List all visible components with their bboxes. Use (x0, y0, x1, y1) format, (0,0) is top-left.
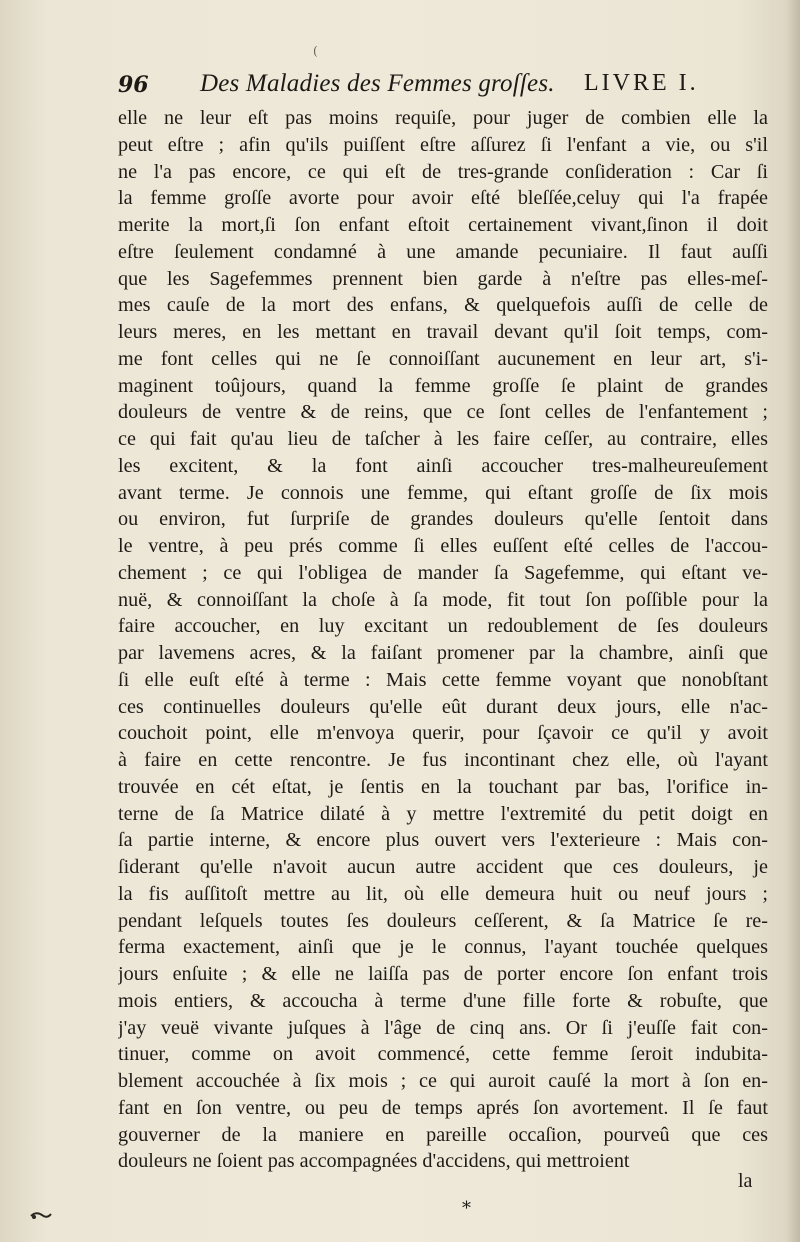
text-line: j'ay veuë vivante juſques à l'âge de cinq ans. Or ſi j'euſſe fait con- (118, 1016, 768, 1039)
text-line: eſtre ſeulement condamné à une amande pecuniaire. Il faut auſſi (118, 240, 768, 263)
text-line: ſa partie interne, & encore plus ouvert vers l'exterieure : Mais con- (118, 829, 768, 852)
page-header (118, 70, 768, 104)
page-number: 96 (118, 72, 149, 98)
text-line: me font celles qui ne ſe connoiſſant aucunement en leur art, s'i- (118, 347, 768, 370)
text-line: faire accoucher, en luy excitant un redoublement de ſes douleurs (118, 615, 768, 638)
body-text (118, 105, 768, 1175)
text-line: fant en ſon ventre, ou peu de temps aprés ſon avortement. Il ſe faut (118, 1096, 768, 1119)
text-line: douleurs de ventre & de reins, que ce ſont celles de l'enfantement ; (118, 401, 768, 424)
text-line: le ventre, à peu prés comme ſi elles euſſent eſté celles de l'accou- (118, 535, 768, 557)
text-line: ce qui fait qu'au lieu de taſcher à les faire ceſſer, au contraire, elles (118, 428, 768, 450)
text-line: avant terme. Je connois une femme, qui eſtant groſſe de ſix mois (118, 481, 768, 504)
text-line: ces continuelles douleurs qu'elle eût durant deux jours, elle n'ac- (118, 695, 768, 718)
text-line: que les Sagefemmes prennent bien garde à n'eſtre pas elles-meſ- (118, 267, 768, 290)
text-line: ne l'a pas encore, ce qui eſt de tres-grande conſideration : Car ſi (118, 160, 768, 183)
text-line: douleurs ne ſoient pas accompagnées d'accidens, qui mettroient (118, 1150, 630, 1173)
text-line: merite la mort,ſi ſon enfant eſtoit certainement vivant,ſinon il doit (118, 214, 768, 236)
text-line: maginent toûjours, quand la femme groſſe ſe plaint de grandes (118, 374, 768, 397)
text-line: gouverner de la maniere en pareille occaſion, pourveû que ces (118, 1123, 768, 1146)
text-line: nuë, & connoiſſant la choſe à ſa mode, fit tout ſon poſſible pour la (118, 588, 768, 611)
text-line: tinuer, comme on avoit commencé, cette femme ſeroit indubita- (118, 1043, 768, 1066)
catchword: la (738, 1170, 753, 1192)
book-label: LIVRE I. (584, 70, 699, 96)
text-line: jours enſuite ; & elle ne laiſſa pas de porter encore ſon enfant trois (118, 963, 768, 985)
text-line: ſiderant qu'elle n'avoit aucun autre accident que ces douleurs, je (118, 856, 768, 878)
ornament-mark (30, 1210, 52, 1222)
text-line: blement accouchée à ſix mois ; ce qui auroit cauſé la mort à ſon en- (118, 1070, 768, 1092)
page-edge-shadow (786, 0, 800, 1242)
text-line: trouvée en cét eſtat, je ſentis en la touchant par bas, l'orifice in- (118, 775, 768, 798)
text-line: à faire en cette rencontre. Je fus incontinant chez elle, où l'ayant (118, 749, 768, 771)
text-line: par lavemens acres, & la faiſant promener par la chambre, ainſi que (118, 642, 768, 664)
text-line: peut eſtre ; afin qu'ils puiſſent eſtre aſſurez ſi l'enfant a vie, ou s'il (118, 133, 768, 156)
text-line: terne de ſa Matrice dilaté à y mettre l'extremité du petit doigt en (118, 802, 768, 825)
text-line: mois entiers, & accoucha à terme d'une fille forte & robuſte, que (118, 989, 768, 1012)
text-line: chement ; ce qui l'obligea de mander ſa Sagefemme, qui eſtant ve- (118, 561, 768, 584)
top-mark: ( (313, 44, 318, 58)
text-line: la fis auſſitoſt mettre au lit, où elle demeura huit ou neuf jours ; (118, 882, 768, 905)
text-line: mes cauſe de la mort des enfans, & quelquefois auſſi de celle de (118, 294, 768, 317)
text-line: ferma exactement, ainſi que je le connus, l'ayant touchée quelques (118, 936, 768, 959)
running-title: Des Maladies des Femmes groſſes. (200, 70, 555, 97)
text-line: couchoit point, elle m'envoya querir, pour ſçavoir ce qu'il y avoit (118, 722, 768, 745)
text-line: leurs meres, en les mettant en travail devant qu'il ſoit temps, com- (118, 321, 768, 343)
text-line: pendant leſquels toutes ſes douleurs ceſſerent, & ſa Matrice ſe re- (118, 909, 768, 932)
text-line: ſi elle euſt eſté à terme : Mais cette femme voyant que nonobſtant (118, 668, 768, 691)
text-line: ou environ, fut ſurpriſe de grandes douleurs qu'elle ſentoit dans (118, 508, 768, 531)
text-line: elle ne leur eſt pas moins requiſe, pour juger de combien elle la (118, 107, 768, 129)
text-line: les excitent, & la font ainſi accoucher tres-malheureuſement (118, 454, 768, 477)
signature-mark: * (462, 1198, 471, 1219)
text-line: la femme groſſe avorte pour avoir eſté bleſſée,celuy qui l'a frapée (118, 187, 768, 210)
